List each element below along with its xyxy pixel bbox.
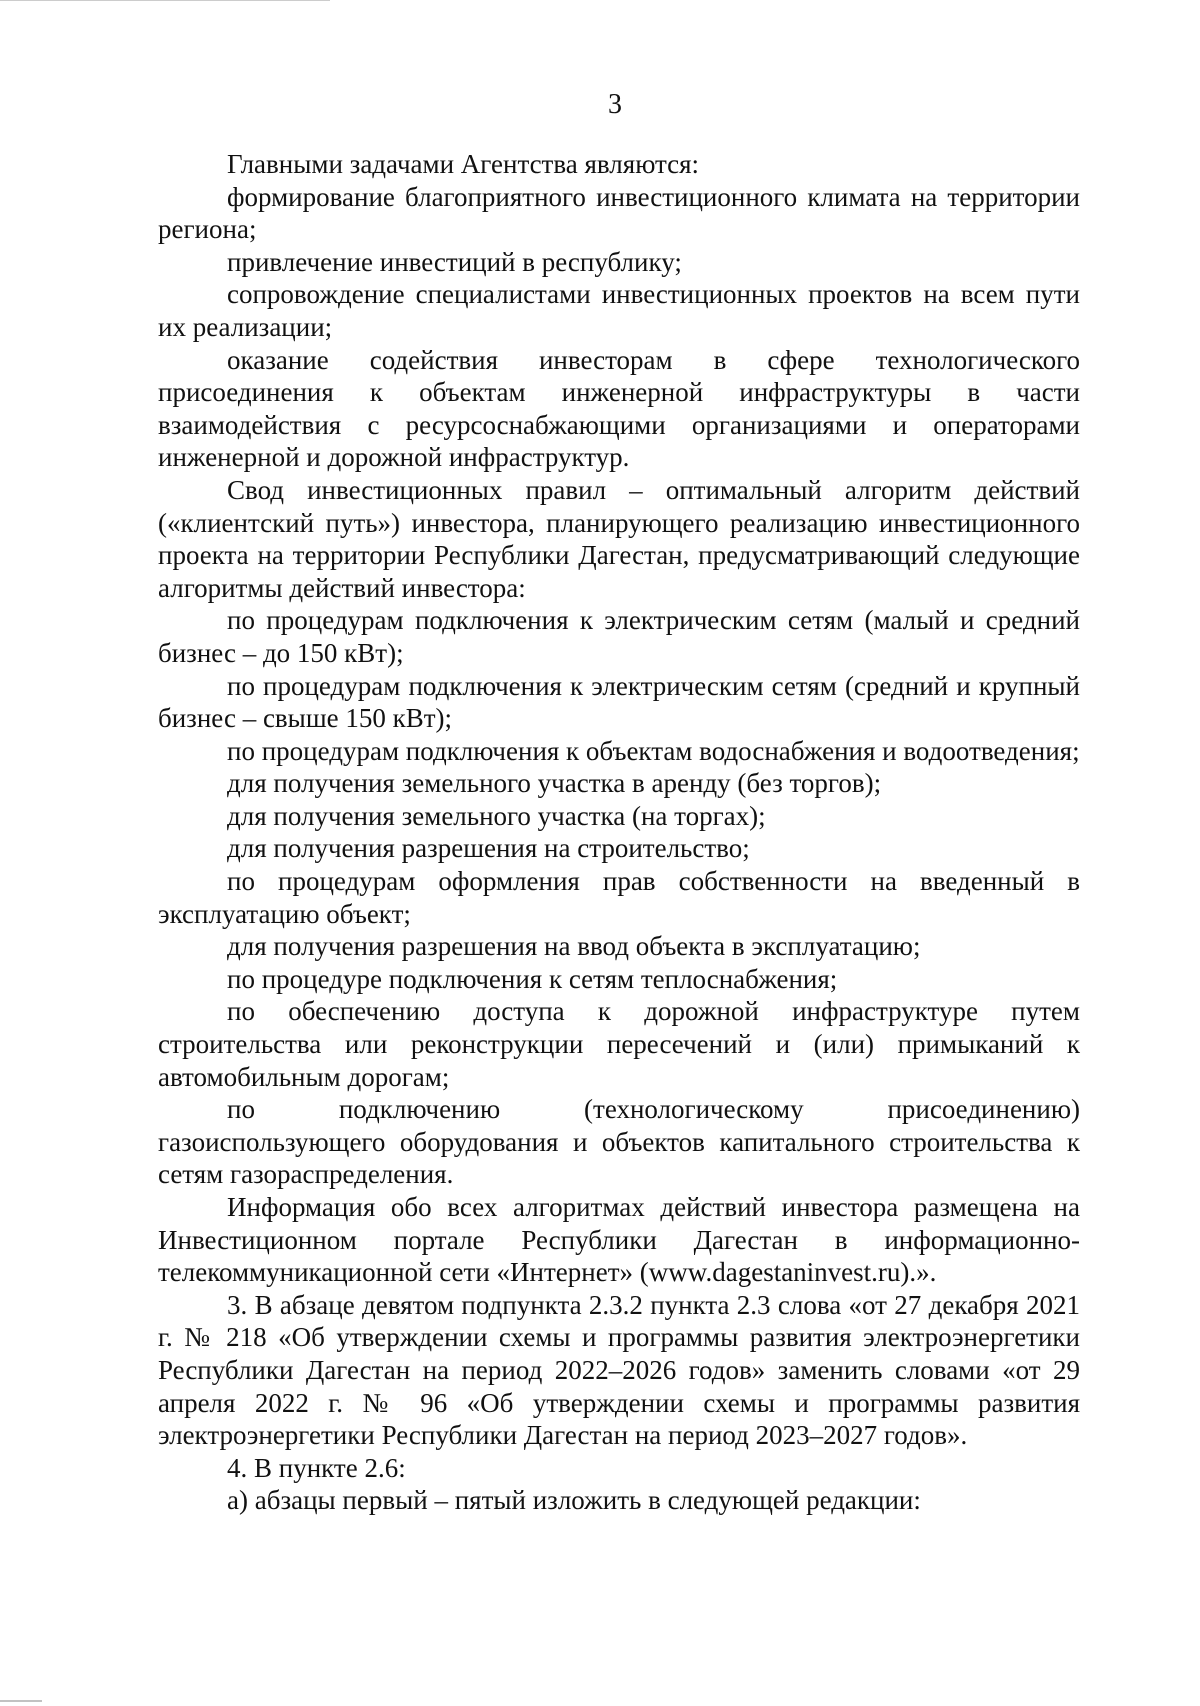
paragraph: для получения разрешения на ввод объекта в эксплуатацию; xyxy=(227,931,921,962)
paragraph: Главными задачами Агентства являются: xyxy=(227,149,700,179)
paragraph: по процедурам подключения к объектам водоснабжения и водоотведения; xyxy=(227,735,1080,766)
scan-edge-line xyxy=(0,1700,42,1702)
paragraph: для получения земельного участка в аренду (без торгов); xyxy=(227,768,882,799)
page-number: 3 xyxy=(608,89,622,120)
paragraph: по обеспечению доступа к дорожной инфраструктуре путем строительства или реконструкции пересечений и (или) примыканий к автомобильным дорогам; xyxy=(158,996,1080,1092)
paragraph: Свод инвестиционных правил – оптимальный алгоритм действий («клиентский путь») инвестора, планирующего реализацию инвестиционного проекта на территории Республики Дагестан, предусматривающий следующие алгоритмы действий инвестора: xyxy=(158,474,1080,603)
paragraph: 3. В абзаце девятом подпункта 2.3.2 пункта 2.3 слова «от 27 декабря 2021 г. № 218 «Об утверждении схемы и программы развития электроэнергетики Республики Дагестан на период 2022–2026 годов» заменить словами «от 29 апреля 2022 г. № 96 «Об утверждении схемы и программы развития электроэнергетики Республики Дагестан на период 2023–2027 годов». xyxy=(158,1289,1080,1451)
paragraph: по процедурам подключения к электрическим сетям (средний и крупный бизнес – свыше 150 кВт); xyxy=(158,670,1080,734)
paragraph: сопровождение специалистами инвестиционных проектов на всем пути их реализации; xyxy=(158,279,1080,342)
paragraph: по процедурам оформления прав собственности на введенный в эксплуатацию объект; xyxy=(158,866,1080,929)
paragraph: по процедурам подключения к электрическим сетям (малый и средний бизнес – до 150 кВт); xyxy=(158,605,1080,668)
paragraph: по процедуре подключения к сетям теплоснабжения; xyxy=(227,963,838,994)
paragraph: для получения земельного участка (на торгах); xyxy=(227,800,766,831)
paragraph: 4. В пункте 2.6: xyxy=(227,1452,406,1483)
paragraph: формирование благоприятного инвестиционного климата на территории региона; xyxy=(158,181,1080,245)
document-body xyxy=(158,148,1080,1517)
paragraph: для получения разрешения на строительство; xyxy=(227,833,750,864)
paragraph: по подключению (технологическому присоединению) газоиспользующего оборудования и объектов капитального строительства к сетям газораспределения. xyxy=(158,1094,1080,1190)
paragraph: привлечение инвестиций в республику; xyxy=(227,246,682,277)
scan-edge-line xyxy=(0,0,330,1)
paragraph: а) абзацы первый – пятый изложить в следующей редакции: xyxy=(227,1485,921,1516)
paragraph: оказание содействия инвесторам в сфере технологического присоединения к объектам инженерной инфраструктуры в части взаимодействия с ресурсоснабжающими организациями и операторами инженерной и дорожной инфраструктур. xyxy=(158,344,1080,473)
paragraph: Информация обо всех алгоритмах действий инвестора размещена на Инвестиционном портале Республики Дагестан в информационно-телекоммуникационной сети «Интернет» (www.dagestaninvest.ru).». xyxy=(158,1192,1080,1288)
